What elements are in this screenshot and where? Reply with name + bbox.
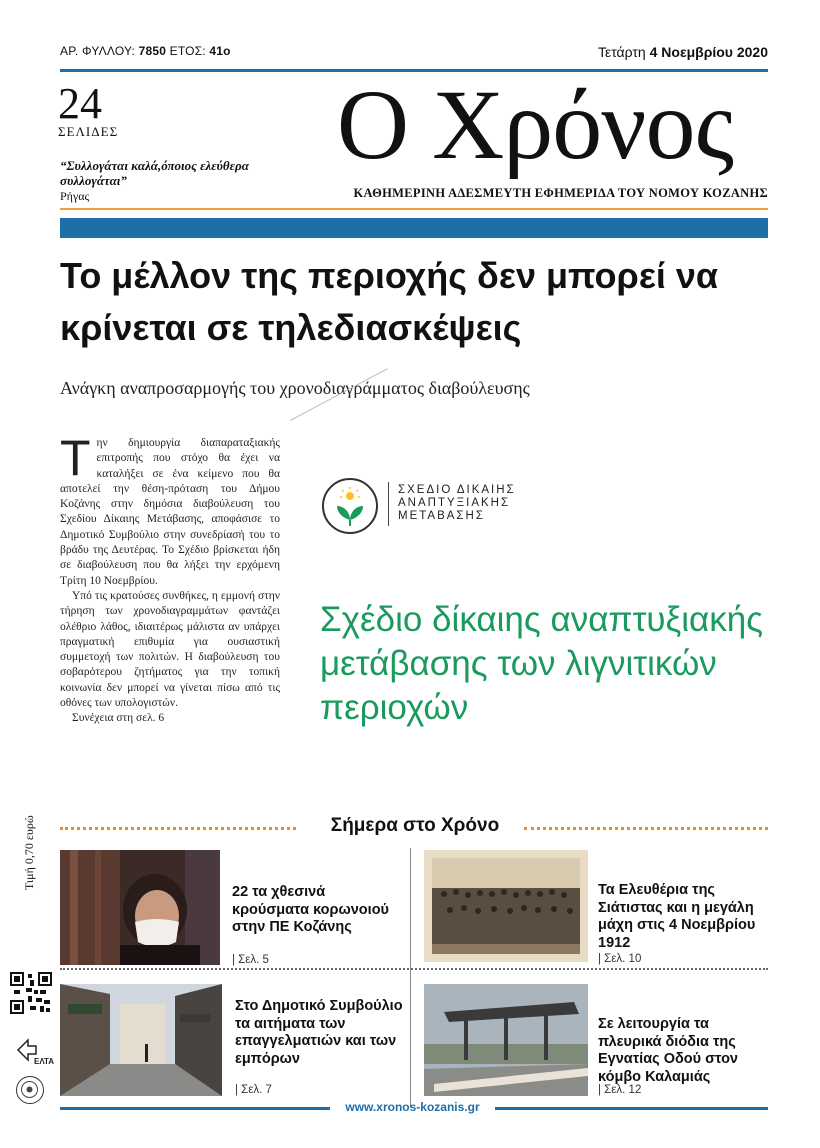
issue-info — [60, 44, 231, 58]
today-section-title: Σήμερα στο Χρόνο — [330, 815, 500, 836]
price-label: Τιμή 0,70 ευρώ — [22, 815, 36, 890]
drop-cap: Τ — [60, 430, 91, 486]
website-link[interactable]: www.xronos-kozanis.gr — [345, 1100, 480, 1114]
qr-code-icon[interactable] — [10, 972, 52, 1014]
year-label: ΕΤΟΣ: — [169, 44, 206, 58]
motto-quote: “Συλλογάται καλά,όποιος ελεύθερα συλλογάται” — [60, 158, 249, 188]
news-page-ref: | Σελ. 10 — [598, 953, 642, 965]
lead-deck: Ανάγκη αναπροσαρμογής του χρονοδιαγράμματος διαβούλευσης — [60, 378, 530, 398]
svg-text:ΕΛΤΑ: ΕΛΤΑ — [34, 1057, 55, 1066]
elta-logo-icon — [14, 1036, 55, 1066]
year-number: 41ο — [209, 44, 231, 58]
just-transition-logo-icon — [322, 478, 378, 534]
section-dots-left — [60, 827, 296, 830]
row-separator — [60, 968, 768, 970]
news-title[interactable]: Τα Ελευθέρια της Σιάτιστας και η μεγάλη μάχη στις 4 Νοεμβρίου 1912 — [598, 882, 756, 951]
blue-band — [60, 218, 768, 238]
continued-link[interactable]: Συνέχεια στη σελ. 6 — [72, 712, 165, 725]
news-page-ref: | Σελ. 12 — [598, 1084, 642, 1096]
news-photo-street[interactable] — [60, 984, 222, 1096]
footer-rule-right — [495, 1107, 768, 1110]
feature-title[interactable]: Σχέδιο δίκαιης αναπτυξιακής μετάβασης των λιγνιτικών περιοχών — [320, 600, 764, 727]
news-photo-covid[interactable] — [60, 850, 220, 965]
article-paragraph: ην δημιουργία διαπαραταξιακής επιτροπής που στόχο θα έχει να καταλήξει σε ένα κείμενο που θα αποτελεί την θέση-πρόταση του Δήμου Κοζάνης στην δημόσια διαβούλευση του Σχεδίου Δίκαιης Μετάβασης, αποφάσισε το Δημοτικό Συμβούλιο στην συνεδρίασή του το βράδυ της Δευτέρας. Το Σχέδιο βρίσκεται ήδη σε διαβούλευση που θα λήξει την ερχόμενη Τρίτη 10 Νοεμβρίου. — [60, 437, 280, 587]
publication-date: Τετάρτη 4 Νοεμβρίου 2020 — [597, 44, 768, 60]
news-page-ref: | Σελ. 7 — [235, 1084, 272, 1096]
issue-number: 7850 — [138, 44, 167, 58]
footer-rule-left — [60, 1107, 330, 1110]
lead-article — [60, 430, 280, 727]
article-paragraph: Υπό τις κρατούσες συνθήκες, η εμμονή στην τήρηση των χρονοδιαγραμμάτων φαντάζει ολέθριο λάθος, ιδιαιτέρως μάλιστα αν υπάρχει πραγματική επιθυμία για ουσιαστική συμμετοχή των πολιτών. Η διαβούλευση του σοβαρότερου ζητήματος για την τοπική κοινωνία δεν μπορεί να γίνεται πίσω από τις οθόνες των υπολογιστών. — [60, 589, 280, 710]
news-title[interactable]: Σε λειτουργία τα πλευρικά διόδια της Εγνατίας Οδού στον κόμβο Καλαμιάς — [598, 1016, 739, 1085]
seal-icon — [16, 1076, 44, 1104]
logo-divider — [388, 482, 389, 526]
lead-headline[interactable]: Το μέλλον της περιοχής δεν μπορεί να κρίνεται σε τηλεδιασκέψεις — [60, 255, 719, 348]
masthead-title[interactable]: Ο Χρόνος — [336, 69, 734, 180]
news-photo-history[interactable] — [424, 850, 588, 962]
orange-rule — [60, 208, 768, 210]
news-photo-toll[interactable] — [424, 984, 588, 1096]
logo-text: ΣΧΕΔΙΟ ΔΙΚΑΙΗΣ ΑΝΑΠΤΥΞΙΑΚΗΣ ΜΕΤΑΒΑΣΗΣ — [398, 484, 516, 522]
issue-label: ΑΡ. ΦΥΛΛΟΥ: — [60, 44, 136, 58]
motto-author: Ρήγας — [60, 189, 90, 203]
news-title[interactable]: Στο Δημοτικό Συμβούλιο τα αιτήματα των επαγγελματιών και των εμπόρων — [235, 998, 403, 1067]
pages-label: ΣΕΛΙΔΕΣ — [58, 124, 119, 139]
pages-count: 24 — [58, 79, 102, 128]
column-separator — [410, 848, 411, 1108]
news-title[interactable]: 22 τα χθεσινά κρούσματα κορωνοιού στην ΠΕ Κοζάνης — [232, 884, 389, 935]
section-dots-right — [524, 827, 768, 830]
news-page-ref: | Σελ. 5 — [232, 954, 269, 966]
masthead-subtitle: ΚΑΘΗΜΕΡΙΝΗ ΑΔΕΣΜΕΥΤΗ ΕΦΗΜΕΡΙΔΑ ΤΟΥ ΝΟΜΟΥ ΚΟΖΑΝΗΣ — [353, 186, 768, 200]
